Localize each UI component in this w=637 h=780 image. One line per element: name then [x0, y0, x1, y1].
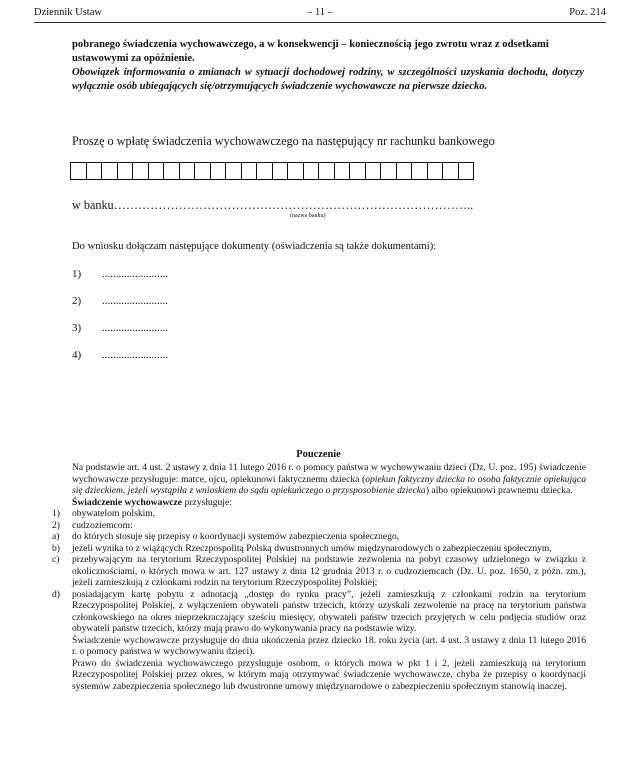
account-digit-box[interactable] [458, 162, 475, 180]
account-digit-box[interactable] [117, 162, 134, 180]
account-digit-box[interactable] [349, 162, 366, 180]
account-digit-box[interactable] [272, 162, 289, 180]
journal-name: Dziennik Ustaw [34, 7, 102, 18]
document-item-number: 2) [72, 295, 82, 307]
document-item-number: 3) [72, 322, 82, 334]
repayment-notice: pobranego świadczenia wychowawczego, a w konsekwencji – koniecznością jego zwrotu wraz z odsetkami ustawowymi za opóźnienie. [72, 39, 549, 64]
account-digit-box[interactable] [442, 162, 459, 180]
document-item-blank[interactable]: ........................ [102, 349, 168, 361]
account-digit-box[interactable] [210, 162, 227, 180]
document-item-blank[interactable]: ........................ [102, 322, 168, 334]
residence-paragraph: Prawo do świadczenia wychowawczego przysługuje osobom, o których mowa w pkt 1 i 2, jeżeli zamieszkują na terytorium Rzeczypospolitej Polskiej przez okres, w którym mają otrzymywać świadczenie wychowawcze, chyba że przepisy o koordynacji systemów zabezpieczenia społecznego lub dwustronne umowy międzynarodowe o zabezpieczeniu społecznym stanowią inaczej. [72, 657, 586, 692]
entitled-persons-heading: Świadczenie wychowawcze przysługuje: [72, 496, 232, 508]
document-item-blank[interactable]: ........................ [102, 268, 168, 280]
bank-name-sublabel: (nazwa banku) [290, 213, 326, 219]
position-number: Poz. 214 [569, 7, 606, 18]
instructions-title: Pouczenie [296, 449, 341, 460]
document-item-blank[interactable]: ........................ [102, 295, 168, 307]
entitled-list-item: 2) cudzoziemcom: [52, 519, 133, 531]
account-digit-box[interactable] [163, 162, 180, 180]
account-digit-box[interactable] [225, 162, 242, 180]
intro-paragraph [72, 38, 584, 94]
account-digit-box[interactable] [334, 162, 351, 180]
account-digit-box[interactable] [70, 162, 87, 180]
document-item-number: 4) [72, 349, 82, 361]
page-number: – 11 – [307, 7, 333, 18]
age-limit-paragraph: Świadczenie wychowawcze przysługuje do dnia ukończenia przez dziecko 18. roku życia (art. 4 ust. 3 ustawy z dnia 11 lutego 2016 r. o pomocy państwa w wychowywaniu dzieci). [72, 634, 586, 657]
account-digit-box[interactable] [287, 162, 304, 180]
page-header [34, 6, 606, 23]
account-digit-box[interactable] [411, 162, 428, 180]
payment-request-label: Proszę o wpłatę świadczenia wychowawczego na następujący nr rachunku bankowego [72, 134, 495, 148]
account-digit-box[interactable] [241, 162, 258, 180]
entitled-list-item: d) posiadającym kartę pobytu z adnotacją „dostęp do rynku pracy”, jeżeli zamieszkują z członkami rodzin na terytorium Rzeczypospolitej Polskiej, z wyłączeniem obywateli państw trzecich, którzy uzyskali zezwolenie na pracę na terytorium państwa członkowskiego na okres nieprzekraczający sześciu miesięcy, obywateli państw trzecich przyjętych w celu podjęcia studiów oraz obywateli państw trzecich, którzy mają prawo do wykonywania pracy na podstawie wizy. [52, 588, 586, 634]
account-digit-box[interactable] [256, 162, 273, 180]
account-digit-box[interactable] [194, 162, 211, 180]
bank-account-number-field[interactable] [70, 162, 473, 180]
account-digit-box[interactable] [179, 162, 196, 180]
eligibility-paragraph: Na podstawie art. 4 ust. 2 ustawy z dnia 11 lutego 2016 r. o pomocy państwa w wychowywaniu dzieci (Dz. U. poz. 195) świadczenie wychowawcze przysługuje: matce, ojcu, opiekunowi faktycznemu dziecka (opiekun faktyczny dziecka to osoba faktycznie opiekująca się dzieckiem, jeżeli wystąpiła z wnioskiem do sądu opiekuńczego o przysposobienie dziecka) albo opiekunowi prawnemu dziecka. [72, 462, 586, 496]
account-digit-box[interactable] [396, 162, 413, 180]
account-digit-box[interactable] [365, 162, 382, 180]
entitled-list-item: b) jeżeli wynika to z wiążących Rzeczpospolitą Polską dwustronnych umów międzynarodowych o zabezpieczeniu społecznym, [52, 542, 552, 554]
instructions-body [52, 462, 586, 692]
account-digit-box[interactable] [132, 162, 149, 180]
entitled-list-item: 1) obywatelom polskim, [52, 508, 156, 519]
entitled-list-item: c) przebywającym na terytorium Rzeczypospolitej Polskiej na podstawie zezwolenia na pobyt czasowy udzielonego w związku z okolicznościami, o których mowa w art. 127 ustawy z dnia 12 grudnia 2013 r. o cudzoziemcach (Dz. U. poz. 1650, z późn. zm.), jeżeli zamieszkują z członkami rodzin na terytorium Rzeczypospolitej Polskiej; [52, 554, 586, 588]
account-digit-box[interactable] [318, 162, 335, 180]
bank-name-field[interactable]: w banku…………………………………………………………………………….. [72, 198, 474, 212]
document-item-number: 1) [72, 268, 82, 280]
account-digit-box[interactable] [380, 162, 397, 180]
documents-intro: Do wniosku dołączam następujące dokumenty (oświadczenia są także dokumentami): [72, 241, 437, 252]
entitled-list-item: a) do których stosuje się przepisy o koordynacji systemów zabezpieczenia społecznego, [52, 531, 400, 542]
account-digit-box[interactable] [303, 162, 320, 180]
account-digit-box[interactable] [101, 162, 118, 180]
account-digit-box[interactable] [427, 162, 444, 180]
account-digit-box[interactable] [148, 162, 165, 180]
account-digit-box[interactable] [86, 162, 103, 180]
income-change-notice: Obowiązek informowania o zmianach w sytuacji dochodowej rodziny, w szczególności uzyskania dochodu, dotyczy wyłącznie osób ubiegających się/otrzymujących świadczenie wychowawcze na pierwsze dziecko. [72, 67, 584, 92]
